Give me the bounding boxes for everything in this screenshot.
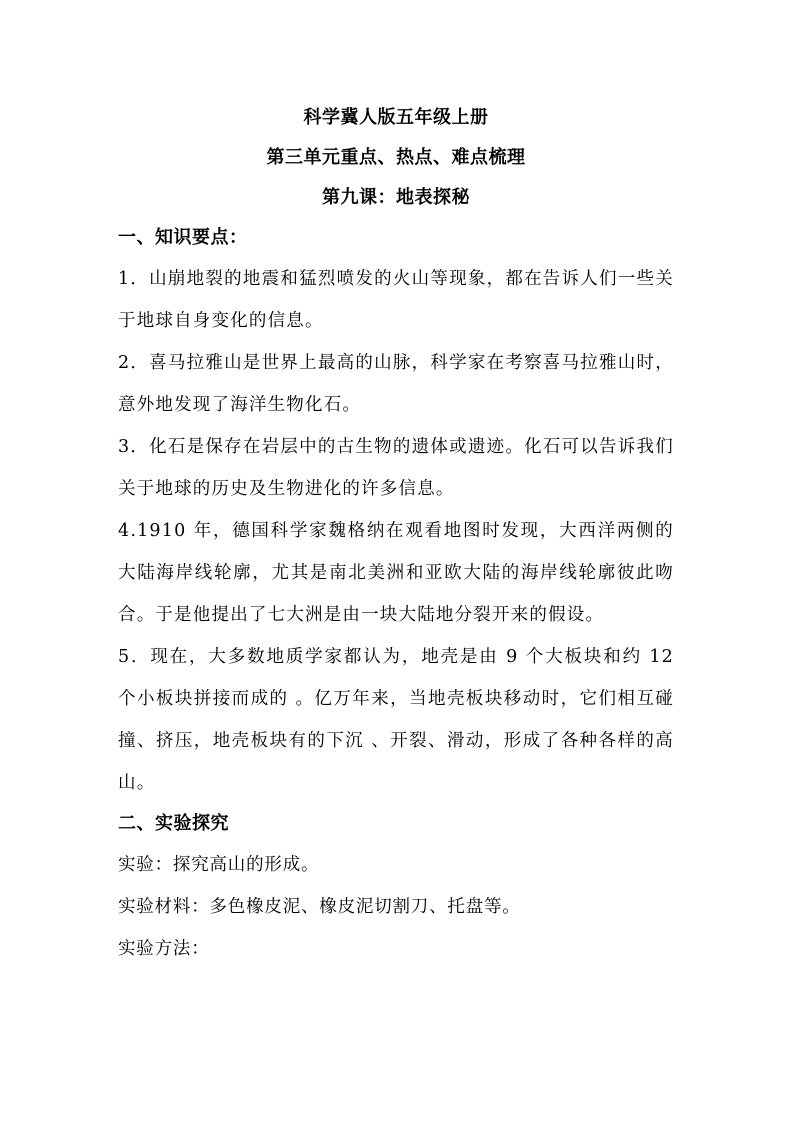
lesson-title: 第九课：地表探秘 [322, 187, 470, 208]
experiment-method: 实验方法： [118, 939, 210, 959]
unit-title: 第三单元重点、热点、难点梳理 [266, 147, 526, 168]
document-title: 科学冀人版五年级上册 [303, 107, 489, 128]
knowledge-item-3: 3．化石是保存在岩层中的古生物的遗体或遗迹。化石可以告诉我们关于地球的历史及生物进化的许多信息。 [118, 437, 674, 499]
knowledge-item-4: 4.1910 年，德国科学家魏格纳在观看地图时发现，大西洋两侧的大陆海岸线轮廓，尤其是南北美洲和亚欧大陆的海岸线轮廓彼此吻合。于是他提出了七大洲是由一块大陆地分裂开来的假设。 [118, 521, 674, 625]
section-heading-knowledge: 一、知识要点： [118, 227, 248, 248]
document-body [118, 98, 674, 970]
knowledge-item-5: 5．现在，大多数地质学家都认为，地壳是由 9 个大板块和约 12 个小板块拼接而成的 。亿万年来，当地壳板块移动时，它们相互碰撞、挤压，地壳板块有的下沉 、开裂、滑动，形成了各种各样的高山。 [118, 647, 674, 793]
experiment-materials: 实验材料：多色橡皮泥、橡皮泥切割刀、托盘等。 [118, 897, 521, 917]
knowledge-item-1: 1．山崩地裂的地震和猛烈喷发的火山等现象，都在告诉人们一些关于地球自身变化的信息。 [118, 269, 674, 331]
knowledge-item-2: 2．喜马拉雅山是世界上最高的山脉，科学家在考察喜马拉雅山时，意外地发现了海洋生物化石。 [118, 353, 674, 415]
section-heading-experiment: 二、实验探究 [118, 813, 229, 834]
experiment-topic: 实验：探究高山的形成。 [118, 855, 320, 875]
